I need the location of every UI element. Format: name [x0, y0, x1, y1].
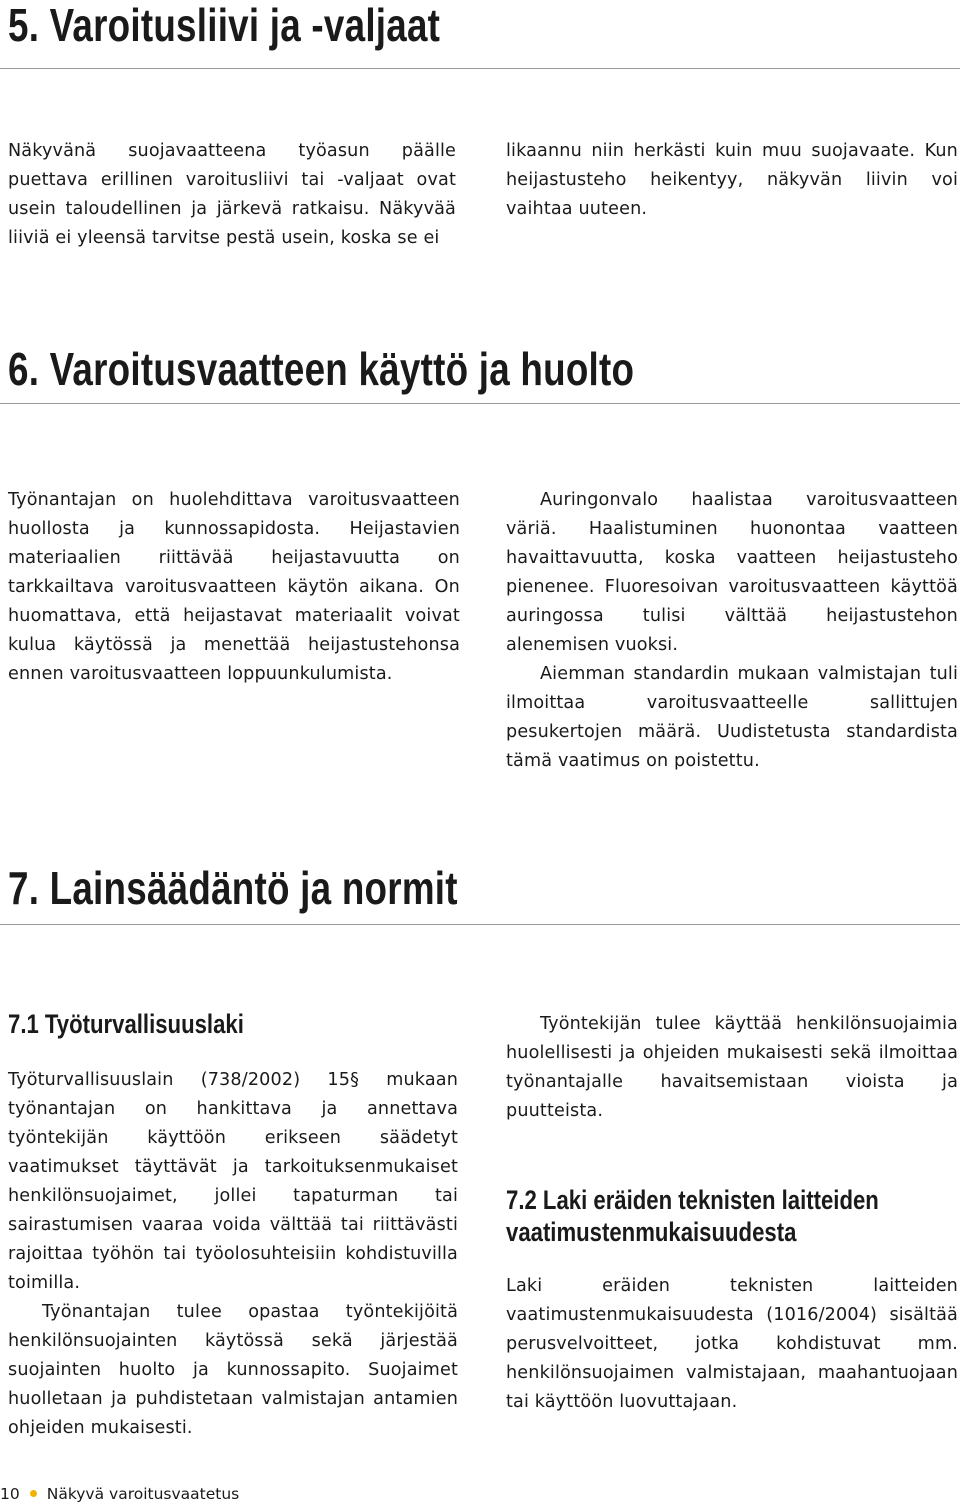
page-footer	[0, 1483, 239, 1505]
bullet-dot-icon	[30, 1490, 37, 1497]
section-7-left-column	[8, 1066, 458, 1443]
section-5-right-column	[506, 137, 958, 224]
publication-title: Näkyvä varoitusvaatetus	[46, 1485, 240, 1503]
subsection-7-1-paragraph-1: Työturvallisuuslain (738/2002) 15§ mukaan työnantajan on hankittava ja annettava työntekijän käyttöön erikseen säädetyt vaatimukset täyttävät ja tarkoituksenmukaiset henkilönsuojaimet, jollei tapaturman tai sairastumisen vaaraa voida välttää tai riittävästi rajoittaa työhön tai työolosuhteisiin kohdistuvilla toimilla.	[8, 1070, 458, 1293]
subsection-7-1-heading: 7.1 Työturvallisuuslaki	[8, 1009, 244, 1039]
section-5-right-text: likaannu niin herkästi kuin muu suojavaate. Kun heijastusteho heikentyy, näkyvän liivin voi vaihtaa uuteen.	[506, 141, 958, 219]
section-7-2-column	[506, 1272, 958, 1417]
section-6-rule	[0, 403, 960, 404]
subsection-7-1-paragraph-2: Työnantajan tulee opastaa työntekijöitä henkilönsuojainten käytössä sekä järjestää suojainten huolto ja kunnossapito. Suojaimet huolletaan ja puhdistetaan valmistajan antamien ohjeiden mukaisesti.	[8, 1302, 458, 1438]
section-5-left-column	[8, 137, 456, 253]
section-6-heading: 6. Varoitusvaatteen käyttö ja huolto	[8, 343, 635, 395]
section-6-right-paragraph-2: Aiemman standardin mukaan valmistajan tuli ilmoittaa varoitusvaatteelle sallittujen pesukertojen määrä. Uudistetusta standardista tämä vaatimus on poistettu.	[506, 664, 958, 771]
section-5-left-text: Näkyvänä suojavaatteena työasun päälle puettava erillinen varoitusliivi tai -valjaat ovat usein taloudellinen ja järkevä ratkaisu. Näkyvää liiviä ei yleensä tarvitse pestä usein, koska se ei	[8, 141, 456, 248]
subsection-7-2-paragraph: Laki eräiden teknisten laitteiden vaatimustenmukaisuudesta (1016/2004) sisältää perusvelvoitteet, jotka kohdistuvat mm. henkilönsuojaimen valmistajaan, maahantuojaan tai käyttöön luovuttajaan.	[506, 1276, 958, 1412]
section-6-right-column	[506, 486, 958, 776]
section-6-left-column	[8, 486, 460, 689]
section-7-right-column	[506, 1010, 958, 1126]
section-7-right-paragraph: Työntekijän tulee käyttää henkilönsuojaimia huolellisesti ja ohjeiden mukaisesti sekä ilmoittaa työnantajalle havaitsemistaan vioista ja puutteista.	[506, 1014, 958, 1121]
subsection-7-2-heading-line-2: vaatimustenmukaisuudesta	[506, 1217, 797, 1247]
section-7-rule	[0, 924, 960, 925]
subsection-7-2-heading-line-1: 7.2 Laki eräiden teknisten laitteiden	[506, 1185, 879, 1215]
page-number: 10	[0, 1485, 20, 1503]
section-7-heading: 7. Lainsäädäntö ja normit	[8, 862, 458, 914]
section-5-rule	[0, 68, 960, 69]
section-6-left-paragraph: Työnantajan on huolehdittava varoitusvaatteen huollosta ja kunnossapidosta. Heijastavien materiaalien riittävää heijastavuutta on tarkkailtava varoitusvaatteen käytön aikana. On huomattava, että heijastavat materiaalit voivat kulua käytössä ja menettää heijastustehonsa ennen varoitusvaatteen loppuunkulumista.	[8, 490, 460, 684]
section-6-right-paragraph-1: Auringonvalo haalistaa varoitusvaatteen väriä. Haalistuminen huonontaa vaatteen havaittavuutta, koska vaatteen heijastusteho pienenee. Fluoresoivan varoitusvaatteen käyttöä auringossa tulisi välttää heijastustehon alenemisen vuoksi.	[506, 490, 958, 655]
section-5-heading: 5. Varoitusliivi ja -valjaat	[8, 0, 441, 51]
